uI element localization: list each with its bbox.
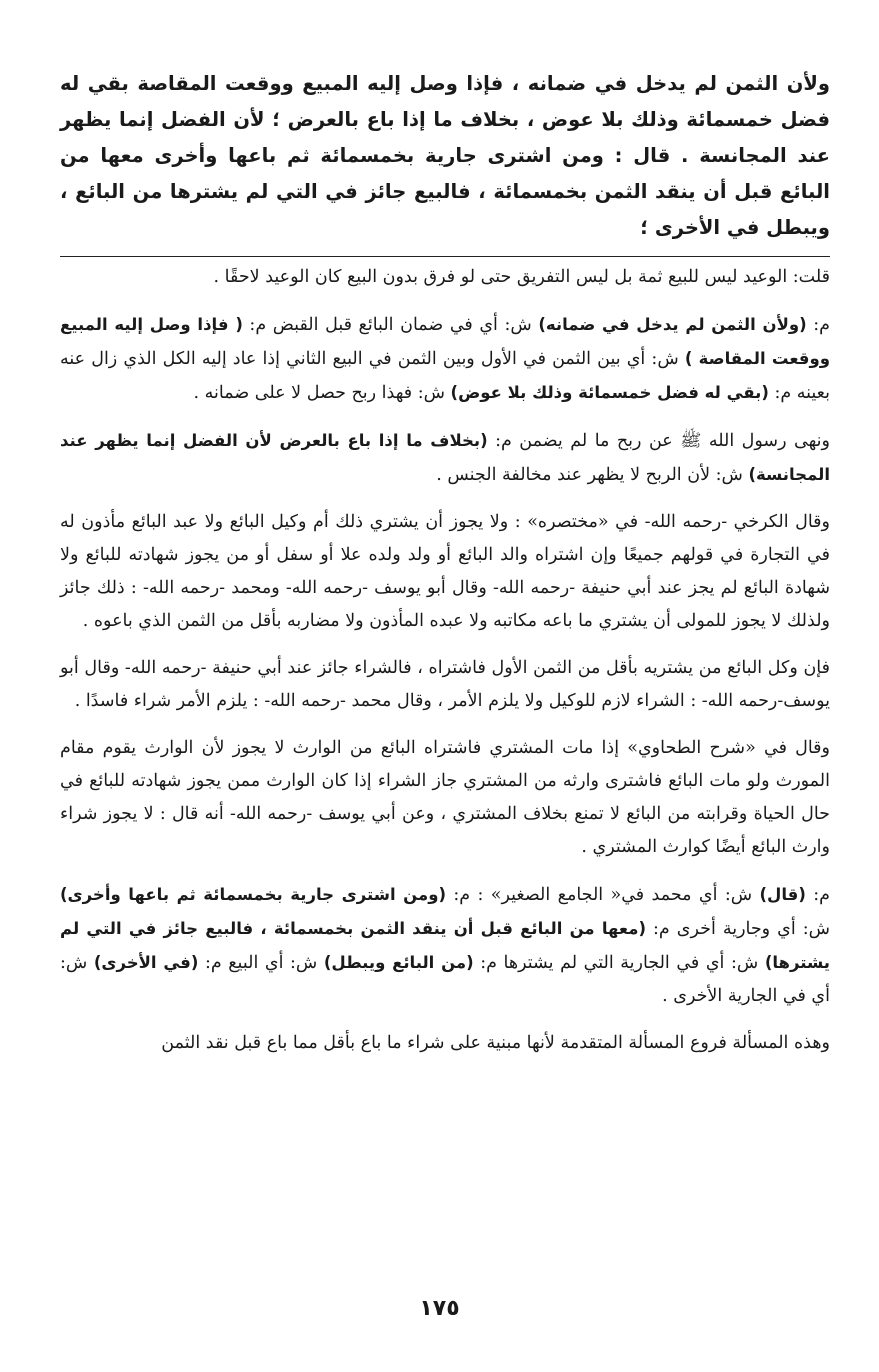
text-run: ش: أي البيع م:	[198, 953, 324, 973]
quoted-matn: (ولأن الثمن لم يدخل في ضمانه)	[538, 315, 807, 334]
quoted-matn: (بخلاف ما إذا باع بالعرض لأن الفضل إنما يظهر عند المجانسة)	[60, 431, 830, 484]
quoted-matn: (في الأخرى)	[93, 953, 199, 972]
text-run: ش: أي في الجارية الأخرى .	[60, 953, 830, 1006]
matn-text: ولأن الثمن لم يدخل في ضمانه ، فإذا وصل إليه المبيع ووقعت المقاصة بقي له فضل خمسمائة وذلك بلا عوض ، بخلاف ما إذا باع بالعرض ؛ لأن الفضل إنما يظهر عند المجانسة . قال : ومن اشترى جارية بخمسمائة ثم باعها وأخرى معها من البائع قبل أن ينقد الثمن بخمسمائة ، فالبيع جائز في التي لم يشترها من البائع ، ويبطل في الأخرى ؛	[60, 72, 830, 239]
text-run: ش: أي في ضمان البائع قبل القبض م:	[242, 315, 539, 335]
text-run: ش: فهذا ربح حصل لا على ضمانه .	[193, 383, 451, 403]
commentary-paragraph-7	[60, 878, 830, 1013]
commentary-paragraph-5: فإن وكل البائع من يشتريه بأقل من الثمن الأول فاشتراه ، فالشراء جائز عند أبي حنيفة -رحمه الله- وقال أبو يوسف-رحمه الله- : الشراء لازم للوكيل ولا يلزم الأمر ، وقال محمد -رحمه الله- : يلزم الأمر شراء فاسدًا .	[60, 658, 830, 711]
text-run: ونهى رسول الله ﷺ عن ربح ما لم يضمن م:	[487, 431, 831, 451]
text-run: ش: أي بين الثمن في الأول وبين الثمن في البيع الثاني إذا عاد إليه الكل الذي زال عنه بعينه م:	[60, 349, 830, 403]
quoted-matn: (ومن اشترى جارية بخمسمائة ثم باعها وأخرى)	[60, 885, 447, 904]
text-run: ش: أي في الجارية التي لم يشترها م:	[473, 953, 765, 973]
quoted-matn: (قال)	[759, 885, 806, 904]
text-run: م:	[806, 315, 830, 335]
quoted-matn: (معها من البائع قبل أن ينقد الثمن بخمسمائة ، فالبيع جائز في التي لم يشترها)	[60, 919, 830, 972]
commentary-paragraph-8: وهذه المسألة فروع المسألة المتقدمة لأنها مبنية على شراء ما باع بأقل مما باع قبل نقد الثمن	[161, 1033, 830, 1053]
commentary-paragraph-6: وقال في «شرح الطحاوي» إذا مات المشتري فاشتراه البائع من الوارث لا يجوز لأن الوارث يقوم مقام المورث ولو مات البائع فاشترى وارثه من المشتري جاز الشراء إذا كان الوارث ممن يجوز شهادته للبائع في حال الحياة وقرابته من البائع لا تمنع بخلاف المشتري ، وعن أبي يوسف -رحمه الله- أنه قال : لا يجوز شراء وارث البائع أيضًا كوارث المشتري .	[60, 738, 830, 857]
text-run: م:	[805, 885, 830, 905]
commentary-paragraph-1: قلت: الوعيد ليس للبيع ثمة بل ليس التفريق حتى لو فرق بدون البيع كان الوعيد لاحقًا .	[213, 267, 830, 287]
commentary	[60, 261, 830, 1060]
quoted-matn: ( فإذا وصل إليه المبيع ووقعت المقاصة )	[60, 315, 830, 368]
commentary-paragraph-4: وقال الكرخي -رحمه الله- في «مختصره» : ولا يجوز أن يشتري ذلك أم وكيل البائع ولا عبد البائع مأذون له في التجارة في قولهم جميعًا وإن اشتراه والد البائع أو ولد ولده علا أو سفل أو من يجوز شهادته للبائع ولا شهادة البائع لم يجز عند أبي حنيفة -رحمه الله- وقال أبو يوسف -رحمه الله- ومحمد -رحمه الله- : ذلك جائز ولذلك لا يجوز للمولى أن يشتري ما باعه مكاتبه ولا عبده المأذون ولا مضاربه بأقل من الثمن الذي باعوه .	[60, 512, 830, 631]
text-run: ش: أي وجارية أخرى م:	[646, 919, 830, 939]
quoted-matn: (من البائع ويبطل)	[323, 953, 474, 972]
page-number: ١٧٥	[419, 1296, 460, 1321]
page-body	[60, 66, 830, 1074]
commentary-paragraph-3	[60, 424, 830, 492]
text-run: ش: أي محمد في« الجامع الصغير» : م:	[446, 885, 760, 905]
text-run: ش: لأن الربح لا يظهر عند مخالفة الجنس .	[436, 465, 749, 485]
commentary-paragraph-2	[60, 308, 830, 410]
separator-rule	[60, 256, 830, 257]
quoted-matn: (بقي له فضل خمسمائة وذلك بلا عوض)	[450, 383, 769, 402]
